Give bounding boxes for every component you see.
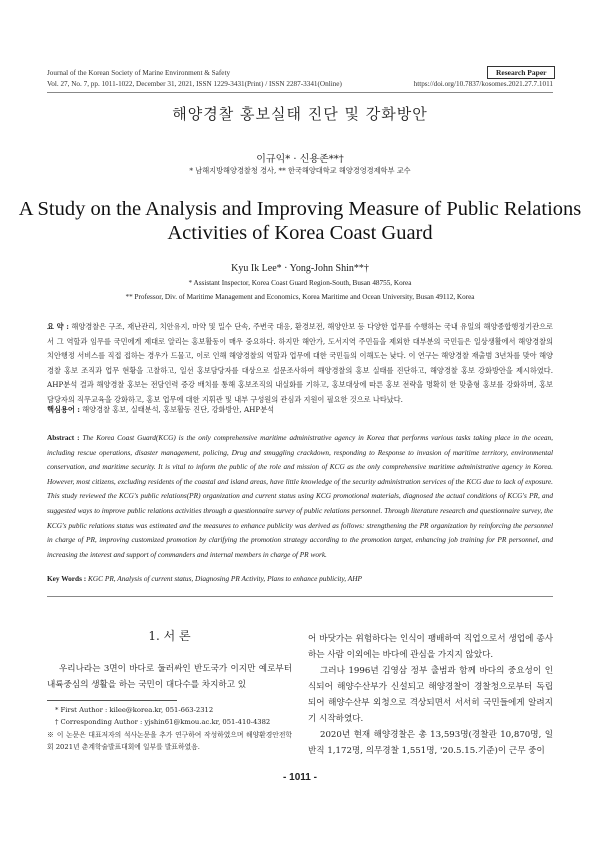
title-korean: 해양경찰 홍보실태 진단 및 강화방안 [172, 105, 428, 123]
journal-name: Journal of the Korean Society of Marine Environment & Safety [47, 69, 231, 77]
research-paper-badge: Research Paper [487, 66, 555, 79]
intro-left-paragraph: 우리나라는 3면이 바다로 둘러싸인 반도국가 이지만 예로부터 내륙중심의 생활을 하는 국민이 대다수를 차지하고 있 [47, 664, 292, 690]
abstract-english-text: The Korea Coast Guard(KCG) is the only comprehensive maritime administrative agency in Korea that performs various tasks taking place in the ocean, including rescue operations, disaster management, policing, Drug and smuggling crackdown, responding to Response to invasion of maritime territory, environmental conservation, and maritime security. It is vital to inform the public of the role and mission of KCG as the only comprehensive maritime administrative agency in Korea. However, most citizens, excluding residents of the coastal and island areas, have little knowledge of the security administration services of the KCG due to lack of exposure. This study reviewed the KCG's public relations(PR) organization and current status using KCG promotional materials, diagnosed the actual conditions of KCG's PR, and suggested ways to improve public relations activities through a questionnaire survey of public relations personnel. Through literature research and questionnaire survey, the KCG's public relations status was estimated and the measures to enhance publicity was derived as follows: strengthening the PR organization by reinforcing the personnel in charge of PR, improving customized promotion by clarifying the promotion strategy according to the promotion target, enhancing job training for PR personnel, and increasing the interest and support of commanders and internal members in charge of PR work. [47, 433, 553, 559]
keywords-korean [47, 403, 553, 418]
abstract-english [47, 431, 553, 565]
title-english-line1: A Study on the Analysis and Improving Measure of Public Relations [18, 198, 582, 220]
authors-english: Kyu Ik Lee* · Yong-John Shin**† [231, 263, 369, 274]
abstract-korean-text: 해양경찰은 구조, 재난관리, 치안유지, 마약 및 밀수 단속, 주변국 대응, 환경보전, 해양안보 등 다양한 업무를 수행하는 국내 유일의 해양종합행정기관으로서 그 역할과 임무를 국민에게 제대로 알리는 홍보활동이 매우 중요하다. 하지만 해안가, 도서지역 주민들을 제외한 대부분의 국민들은 일상생활에서 해양경찰의 치안행정 서비스를 직접 접하는 경우가 드물고, 이로 인해 해양경찰의 역할과 업무에 대한 국민들의 이해도는 낮다. 이 연구는 해양경찰 재출범 3년차를 맞아 해양경찰 홍보 조직과 업무 현황을 고찰하고, 일선 홍보담당자를 대상으로 설문조사하여 해양경찰의 홍보 실태를 진단하고, 해양경찰 홍보 강화방안을 제시하였다. AHP분석 결과 해양경찰 홍보는 전담인력 증강 배치를 통해 홍보조직의 내실화를 기하고, 홍보대상에 따른 홍보 전략을 명확히 한 맞춤형 홍보를 강화하며, 홍보 담당자의 직무교육을 강화하고, 홍보 업무에 대한 지휘관 및 내부 구성원의 관심과 지원이 필요한 것으로 나타났다. [47, 322, 553, 404]
affiliation-english-2: ** Professor, Div. of Maritime Management and Economics, Korea Maritime and Ocean University, Busan 49112, Korea [125, 293, 475, 301]
keywords-english-text: KGC PR, Analysis of current status, Diagnosing PR Activity, Plans to enhance publicity, AHP [88, 574, 362, 583]
keywords-english-label: Key Words : [47, 574, 87, 583]
intro-right-paragraph-2: 그러나 1996년 김영삼 정부 출범과 함께 바다의 중요성이 인식되어 해양수산부가 신설되고 해양경찰이 경찰청으로부터 독립되어 해양수산부 외청으로 격상되면서 서서히 국민들에게 알려지기 시작하였다. [308, 666, 553, 724]
intro-right-paragraph-1: 어 바닷가는 위험하다는 인식이 팽배하여 직업으로서 생업에 종사하는 사람 이외에는 바다에 관심을 가지지 않았다. [308, 634, 553, 660]
section-heading-introduction: 1. 서 론 [148, 629, 191, 643]
footnote-first-author: * First Author : kilee@korea.kr, 051-663-2312 [55, 706, 214, 714]
abstract-korean-label: 요 약 : [47, 322, 69, 331]
volume-info: Vol. 27, No. 7, pp. 1011-1022, December 31, 2021, ISSN 1229-3431(Print) / ISSN 2287-3341(Online) [47, 80, 342, 88]
affiliation-english-1: * Assistant Inspector, Korea Coast Guard Region-South, Busan 48755, Korea [188, 279, 412, 287]
keywords-english [47, 572, 553, 587]
abstract-korean [47, 320, 553, 404]
footnote-note: ※ 이 논문은 대표저자의 석사논문을 추가 연구하여 작성하였으며 해양환경안전학회 2021년 춘계학술발표대회에 일부를 발표하였음. [47, 731, 292, 751]
affiliation-korean: * 남해지방해양경찰청 경사, ** 한국해양대학교 해양경영경제학부 교수 [189, 166, 411, 175]
title-english-line2: Activities of Korea Coast Guard [167, 222, 433, 244]
keywords-korean-text: 해양경찰 홍보, 실태분석, 홍보활동 진단, 강화방안, AHP분석 [82, 405, 275, 414]
doi-link[interactable]: https://doi.org/10.7837/kosomes.2021.27.7.1011 [413, 80, 553, 88]
authors-korean: 이규익* · 신용존**† [256, 154, 344, 165]
keywords-korean-label: 핵심용어 : [47, 405, 80, 414]
intro-right-paragraph-3: 2020년 현재 해양경찰은 총 13,593명(경찰관 10,870명, 일반직 1,172명, 의무경찰 1,551명, '20.5.15.기준)이 근무 중이 [308, 730, 553, 756]
page-number: - 1011 - [283, 772, 317, 783]
abstract-english-label: Abstract : [47, 433, 80, 442]
footnote-corresponding-author: † Corresponding Author : yjshin61@kmou.ac.kr, 051-410-4382 [55, 718, 271, 726]
